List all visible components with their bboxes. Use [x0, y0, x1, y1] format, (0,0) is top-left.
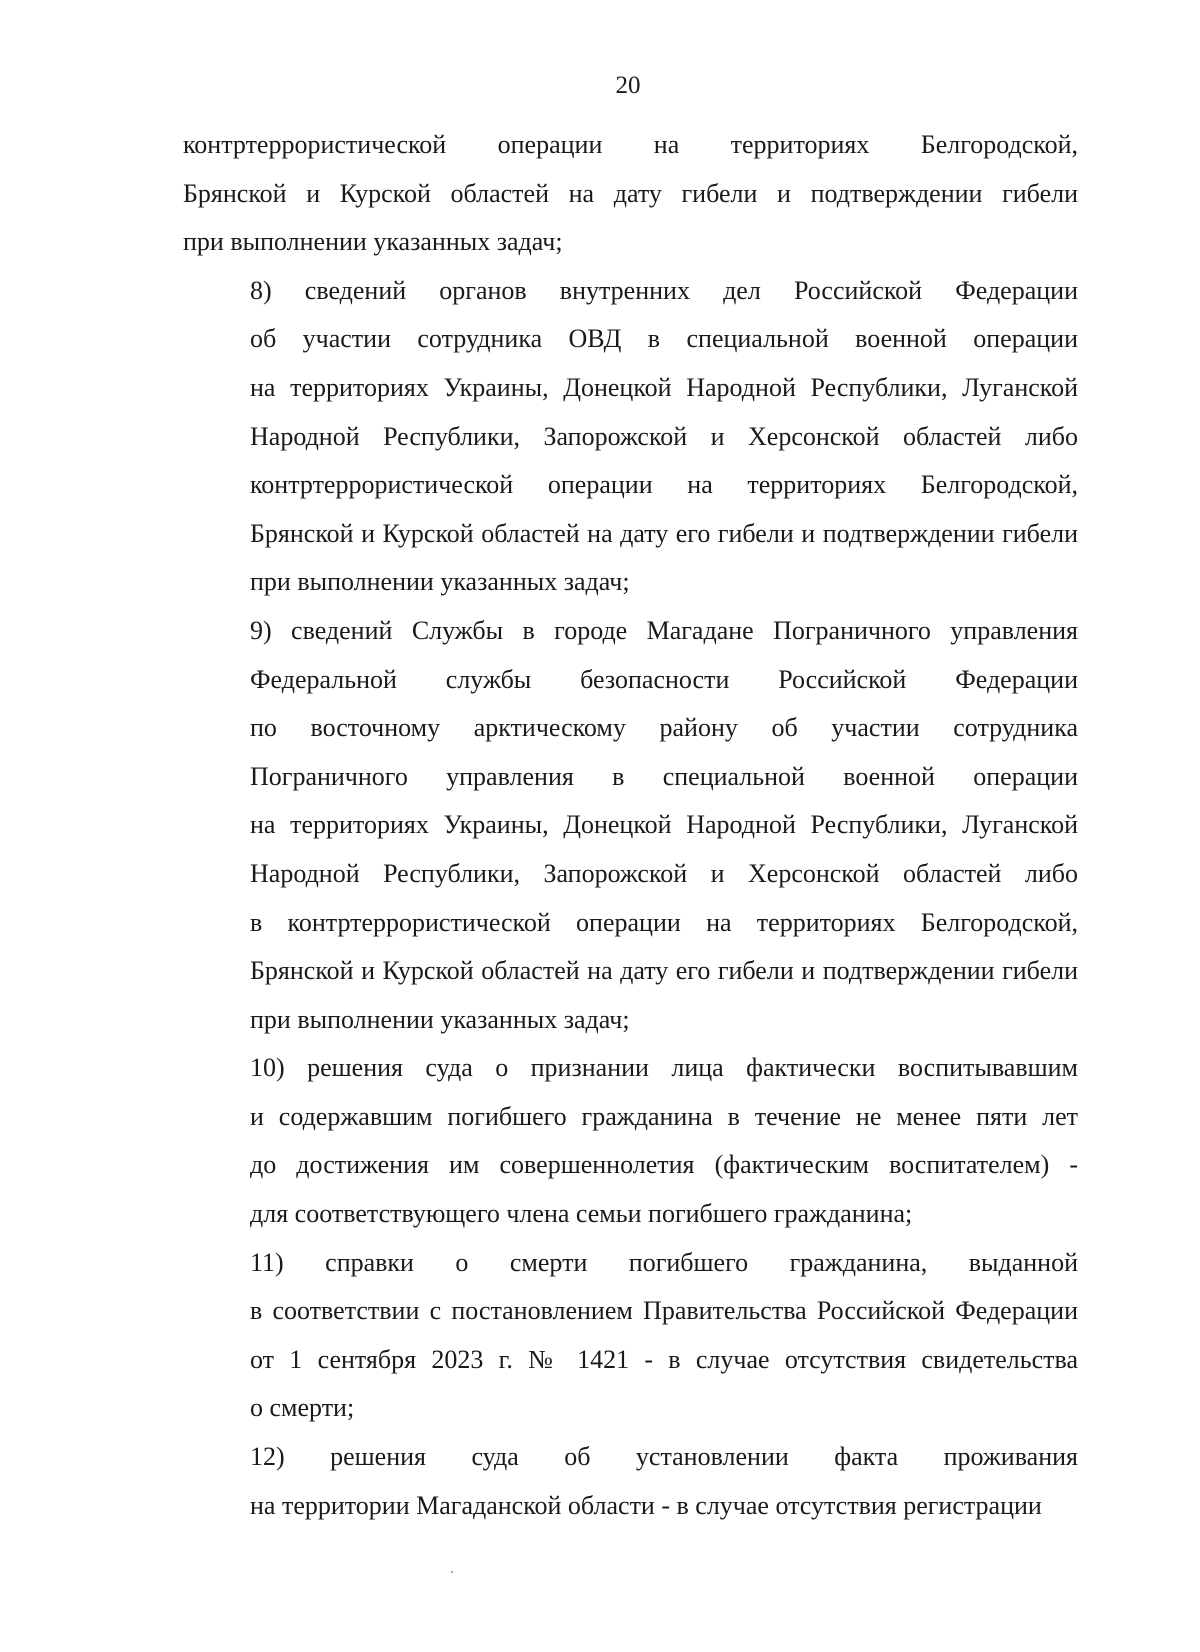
text-line: об участии сотрудника ОВД в специальной военной операции	[250, 324, 1078, 354]
page-number: 20	[615, 72, 641, 99]
paragraph-continuation	[183, 121, 1078, 267]
text-line: на территории Магаданской области - в случае отсутствия регистрации	[250, 1490, 1042, 1520]
text-line: Брянской и Курской областей на дату его гибели и подтверждении гибели	[250, 956, 1078, 986]
text-line: при выполнении указанных задач;	[250, 1004, 630, 1034]
text-line: на территориях Украины, Донецкой Народной Республики, Луганской	[250, 810, 1078, 840]
text-line: в контртеррористической операции на территориях Белгородской,	[250, 907, 1078, 937]
text-line: Пограничного управления в специальной военной операции	[250, 761, 1078, 791]
text-line: до достижения им совершеннолетия (фактическим воспитателем) -	[250, 1150, 1078, 1180]
text-line: 9) сведений Службы в городе Магадане Пограничного управления	[250, 615, 1078, 645]
list-item-10	[183, 1044, 1078, 1238]
text-line: для соответствующего члена семьи погибшего гражданина;	[250, 1199, 913, 1229]
list-item-8	[183, 267, 1078, 607]
text-line: при выполнении указанных задач;	[183, 227, 563, 257]
text-line: о смерти;	[250, 1393, 355, 1423]
text-line: 12) решения суда об установлении факта проживания	[250, 1442, 1078, 1472]
text-line: Народной Республики, Запорожской и Херсонской областей либо	[250, 858, 1078, 888]
text-line: в соответствии с постановлением Правительства Российской Федерации	[250, 1296, 1078, 1326]
scan-speck	[451, 1571, 453, 1573]
text-line: от 1 сентября 2023 г. № 1421 - в случае отсутствия свидетельства	[250, 1344, 1078, 1374]
text-line: и содержавшим погибшего гражданина в течение не менее пяти лет	[250, 1101, 1078, 1131]
text-line: по восточному арктическому району об участии сотрудника	[250, 713, 1078, 743]
text-line: 8) сведений органов внутренних дел Российской Федерации	[250, 275, 1078, 305]
text-line: контртеррористической операции на территориях Белгородской,	[183, 130, 1078, 159]
text-line: Брянской и Курской областей на дату его гибели и подтверждении гибели	[250, 518, 1078, 548]
list-item-11	[183, 1239, 1078, 1433]
text-line: при выполнении указанных задач;	[250, 567, 630, 597]
list-item-9	[183, 607, 1078, 1044]
text-line: Федеральной службы безопасности Российской Федерации	[250, 664, 1078, 694]
text-line: Народной Республики, Запорожской и Херсонской областей либо	[250, 421, 1078, 451]
text-line: 10) решения суда о признании лица фактически воспитывавшим	[250, 1053, 1078, 1083]
text-line: на территориях Украины, Донецкой Народной Республики, Луганской	[250, 372, 1078, 402]
text-line: 11) справки о смерти погибшего гражданина, выданной	[250, 1247, 1078, 1277]
text-line: Брянской и Курской областей на дату гибели и подтверждении гибели	[183, 178, 1078, 208]
list-item-12	[183, 1433, 1078, 1530]
text-line: контртеррористической операции на территориях Белгородской,	[250, 470, 1078, 500]
document-body	[183, 121, 1078, 1530]
